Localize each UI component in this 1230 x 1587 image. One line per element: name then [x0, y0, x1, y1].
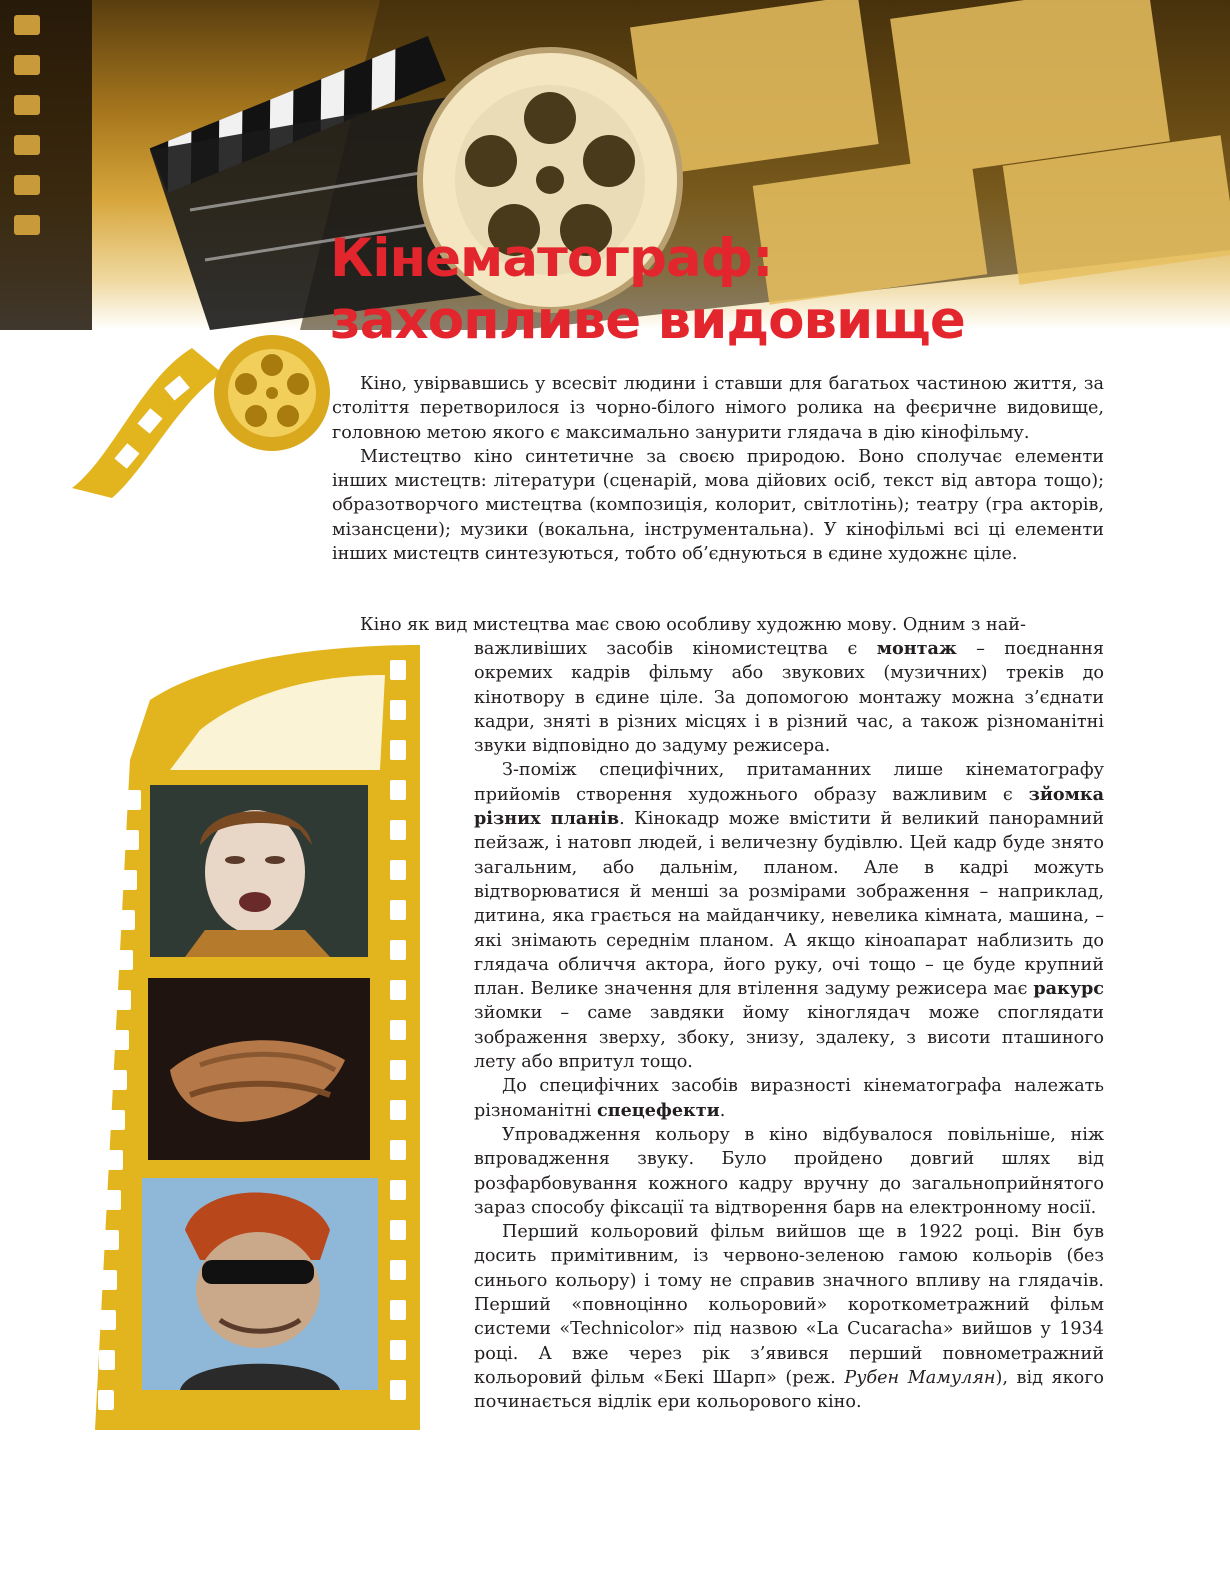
paragraph-3-a: важливіших засобів кіномистецтва є: [474, 639, 858, 659]
paragraph-4-d: зйомки – саме завдяки йому кіноглядач може споглядати зображення зверху, збоку, знизу, здалеку, з висоти пташиного лету або впритул тощо.: [474, 1003, 1104, 1073]
film-strip-decoration: [90, 640, 430, 1430]
face-closeup-frame: [150, 785, 368, 957]
paragraph-6: Упровадження кольору в кіно відбувалося повільніше, ніж впровадження звуку. Було пройдено довгий шлях від розфарбовування кожного кадру вручну до загальноприйнятого зараз способу фіксації та відтворення барв на електронному носії.: [474, 1124, 1104, 1218]
term-montage: монтаж: [876, 638, 957, 659]
main-text: [474, 637, 1104, 1415]
paragraph-7-a: Перший кольоровий фільм вийшов ще в 1922 році. Він був досить примітивним, із червоно-зеленою гамою кольорів (без синього кольору) і тому не справив значного впливу на глядачів. Перший «повноцінно кольоровий» короткометражний фільм системи «Technicolor» під назвою «La Cucaracha» вийшов у 1934 році. А вже через рік з’явився перший повнометражний кольоровий фільм «Бекі Шарп» (реж.: [474, 1222, 1104, 1388]
hands-closeup-frame: [148, 978, 370, 1160]
paragraph-3-first-line: Кіно як вид мистецтва має свою особливу художню мову. Одним з най-: [360, 615, 1026, 635]
paragraph-3: [474, 637, 1104, 758]
intro-text: [332, 372, 1104, 566]
animated-character-frame: [142, 1178, 378, 1390]
page-title: [330, 228, 965, 352]
title-line-2: захопливе видовище: [330, 290, 965, 351]
film-reel-decoration: [72, 318, 332, 498]
paragraph-4-a: З-поміж специфічних, притаманних лише кінематографу прийомів створення художнього образу важливим є: [474, 760, 1104, 805]
paragraph-5-a: До специфічних засобів виразності кінематографа належать різноманітні: [474, 1076, 1104, 1121]
term-angle: ракурс: [1033, 978, 1104, 1000]
title-line-1: Кінематограф:: [330, 228, 773, 289]
paragraph-7-b: ), від якого починається відлік ери кольорового кіно.: [474, 1367, 1105, 1413]
paragraph-3-c: – поєднання окремих кадрів фільму або звукових (музичних) треків до кінотвору в єдине ціле. За допомогою монтажу можна з’єднати кадри, зняті в різних місцях і в різний час, а також різноманітні звуки відповідно до задуму режисера.: [474, 639, 1104, 757]
paragraph-4-c: . Кінокадр може вмістити й великий панорамний пейзаж, і натовп людей, і величезну будівлю. Цей кадр буде знято загальним, або дальнім, планом. Але в кадрі можуть відтворюватися й менші за розмірами зображення – наприклад, дитина, яка грається на майданчику, невелика кімната, машина, – які знімають середнім планом. А якщо кіноапарат наблизить до глядача обличчя актора, його руку, очі тощо – це буде крупний план. Велике значення для втілення задуму режисера має: [474, 809, 1104, 1000]
paragraph-2: Мистецтво кіно синтетичне за своєю природою. Воно сполучає елементи інших мистецтв: літератури (сценарій, мова дійових осіб, текст від автора тощо); образотворчого мистецтва (композиція, колорит, світлотінь); театру (гра акторів, мізансцени); музики (вокальна, інструментальна). У кінофільмі всі ці елементи інших мистецтв синтезуються, тобто об’єднуються в єдине художнє ціле.: [332, 446, 1104, 565]
director-name: Рубен Мамулян: [844, 1367, 996, 1388]
paragraph-1: Кіно, увірвавшись у всесвіт людини і ставши для багатьох частиною життя, за століття перетворилося із чорно-білого німого ролика на феєричне видовище, головною метою якого є максимально занурити глядача в дію кінофільму.: [332, 374, 1104, 443]
paragraph-5-c: .: [719, 1100, 726, 1121]
term-shot-plans: зйомка різних планів: [474, 783, 1105, 830]
term-special-effects: спецефекти: [597, 1099, 720, 1121]
paragraph-5: [474, 1074, 1104, 1123]
paragraph-7: [474, 1220, 1104, 1414]
paragraph-4: [474, 758, 1104, 1074]
